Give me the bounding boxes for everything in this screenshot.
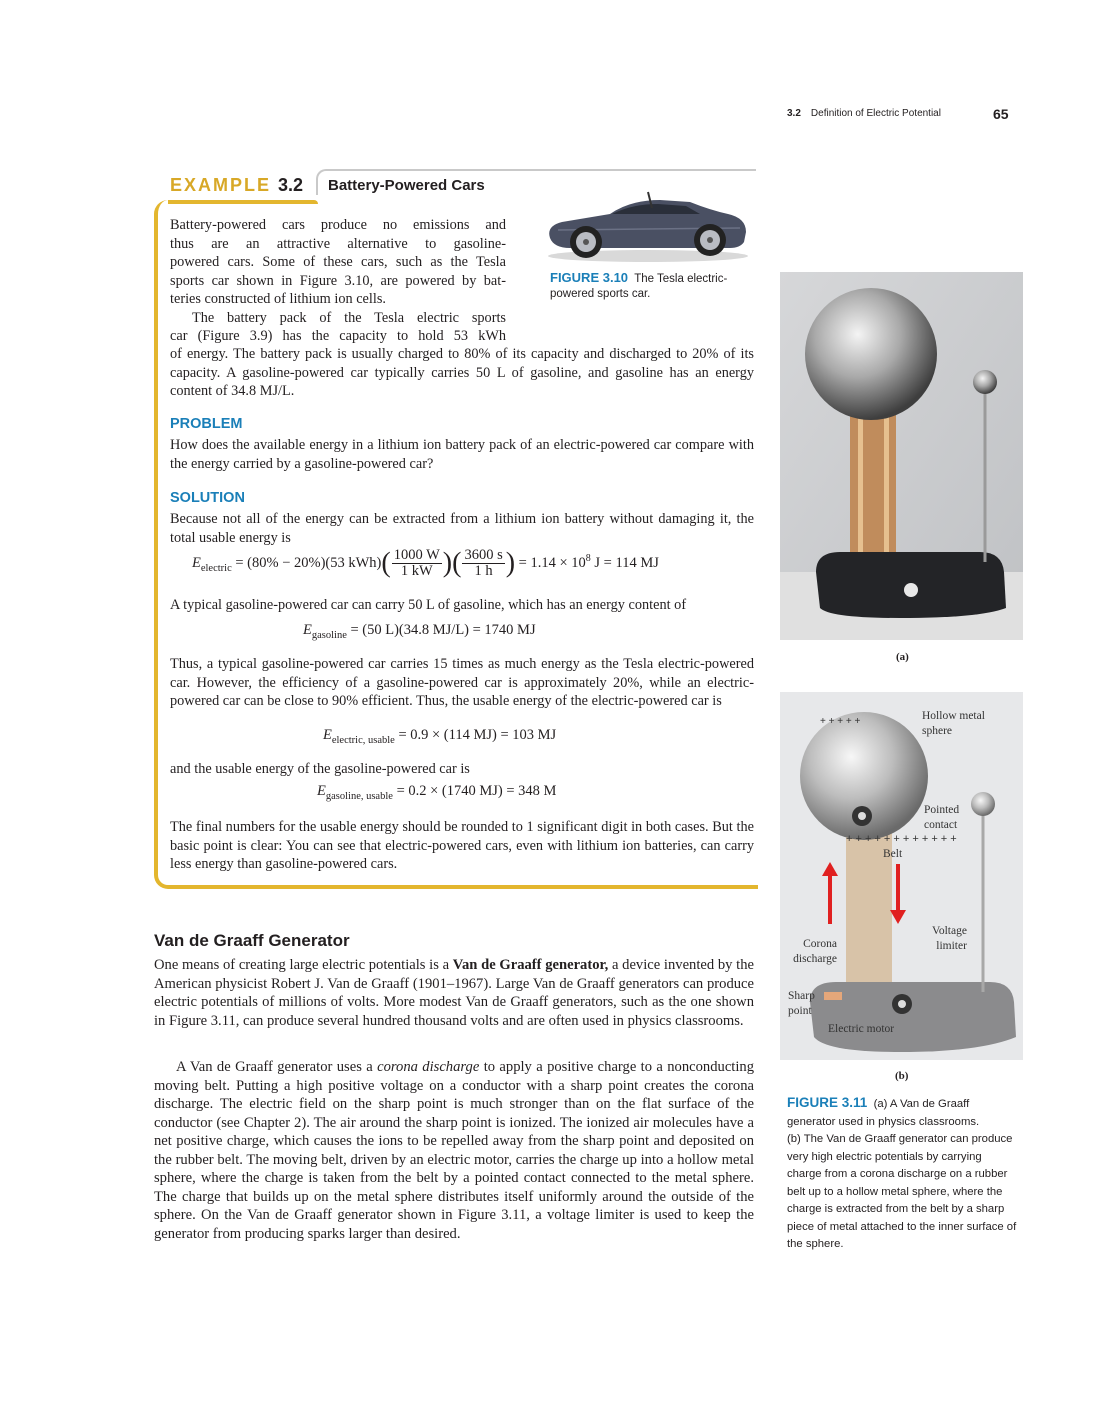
svg-text:+ + + + +: + + + + + <box>820 716 861 727</box>
figure-3-11-number: FIGURE 3.11 <box>787 1095 868 1110</box>
para2-italic: corona discharge <box>377 1059 480 1075</box>
eq2-lhs: E <box>303 622 312 638</box>
figure-3-10-caption-line: The Tesla electric- <box>634 273 728 285</box>
eq4-lhs: E <box>317 783 326 799</box>
van-de-graaff-photo-a <box>780 272 1023 640</box>
label-corona-discharge <box>783 937 837 967</box>
figure-3-11-caption <box>787 1094 1017 1254</box>
label-pointed-line: contact <box>924 819 958 831</box>
eq2-rhs: = (50 L)(34.8 MJ/L) = 1740 MJ <box>350 622 536 638</box>
equation-gasoline-energy <box>303 622 536 641</box>
solution-text-4: and the usable energy of the gasoline-powered car is <box>170 761 470 777</box>
equation-electric-usable <box>323 727 556 746</box>
intro-line: Battery-powered cars produce no emissions and <box>170 217 506 233</box>
label-corona-line: Corona <box>803 938 837 950</box>
figure-3-10-caption-line: powered sports car. <box>550 288 651 300</box>
section-number: 3.2 <box>787 108 801 119</box>
eq1-lhs: E <box>192 554 201 571</box>
eq1-frac1-num: 1000 W <box>393 547 440 563</box>
figure-3-10-caption <box>550 270 750 302</box>
svg-text:+ + + + + + + + + + + +: + + + + + + + + + + + + <box>846 833 957 845</box>
problem-text: How does the available energy in a lithium ion battery pack of an electric-powered car compare with the energy carried by a gasoline-powered car? <box>170 437 754 472</box>
example-label <box>170 175 303 196</box>
label-sharp-line: Sharp <box>788 990 815 1002</box>
intro-line: teries constructed of lithium ion cells. <box>170 291 386 307</box>
eq1-lhs-sub: electric <box>200 562 232 574</box>
example-word: EXAMPLE <box>170 175 272 195</box>
eq3-rhs: = 0.9 × (114 MJ) = 103 MJ <box>398 727 557 743</box>
label-electric-motor: Electric motor <box>828 1023 895 1035</box>
eq4-rhs: = 0.2 × (1740 MJ) = 348 M <box>396 783 557 799</box>
label-corona-line: discharge <box>793 953 837 965</box>
eq1-rhs: = 1.14 × 10 <box>518 554 586 571</box>
label-voltage-line: Voltage <box>932 925 967 937</box>
example-title: Battery-Powered Cars <box>328 177 485 194</box>
intro-line: sports car shown in Figure 3.10, are powered by bat- <box>170 272 506 289</box>
eq3-lhs-sub: electric, usable <box>331 735 395 746</box>
solution-text-5: The final numbers for the usable energy should be rounded to 1 significant digit in both cases. But the basic point is clear: You can see that electric-powered cars, even with lithium ion batteries, can carry less energy than gasoline-powered cars. <box>170 819 754 872</box>
eq3-lhs: E <box>323 727 332 743</box>
label-voltage-line: limiter <box>936 940 967 952</box>
solution-text-1: Because not all of the energy can be extracted from a lithium ion battery without damaging it, the total usable energy is <box>170 511 754 546</box>
para1-start: One means of creating large electric potentials is a <box>154 957 453 973</box>
equation-gasoline-usable <box>317 783 556 802</box>
panel-a-label: (a) <box>896 651 909 663</box>
tesla-car-image <box>540 182 754 264</box>
figure-3-11-caption-b: (b) The Van de Graaff generator can produce very high electric potentials by carrying charge from a corona discharge on a rubber belt up to a hollow metal sphere, where the charge is extracted from the belt by a sharp piece of metal attached to the inner surface of the sphere. <box>787 1133 1017 1250</box>
solution-text-3: Thus, a typical gasoline-powered car carries 15 times as much energy as the Tesla electric-powered car. However, the efficiency of a gasoline-powered car is approximately 20%, while an electric-powered car can be close to 90% efficient. Thus, the usable energy of the electric-powered car is <box>170 656 754 709</box>
eq1-part1: = (80% − 20%)(53 kWh) <box>235 554 382 571</box>
label-pointed-line: Pointed <box>924 804 960 816</box>
intro-line: thus are an attractive alternative to gasoline- <box>170 235 506 252</box>
example-intro <box>170 216 506 346</box>
eq1-rhs-exp: 8 <box>585 553 591 564</box>
section-paragraph-1 <box>154 956 754 1030</box>
eq1-frac2-num: 3600 s <box>464 547 503 563</box>
eq1-frac2-den: 1 h <box>474 563 493 579</box>
figure-3-11-caption-a: (a) A Van de Graaff generator used in physics classrooms. <box>787 1098 980 1128</box>
example-number: 3.2 <box>278 175 304 195</box>
intro-line: powered cars. Some of these cars, such as the Tesla <box>170 254 506 270</box>
solution-text-2: A typical gasoline-powered car can carry 50 L of gasoline, which has an energy content of <box>170 597 687 613</box>
problem-heading: PROBLEM <box>170 416 243 432</box>
para2-start: A Van de Graaff generator uses a <box>176 1059 378 1075</box>
para2-end: to apply a positive charge to a nonconducting moving belt. Putting a high positive voltage on a conductor with a sharp point creates the corona discharge. The electric field on the sharp point is much stronger than on the flat surface of the conductor (see Chapter 2). The air around the sharp point is ionized. The ionized air molecules have a net positive charge, which causes the ions to be repelled away from the sharp point and deposited on the rubber belt. The moving belt, driven by an electric motor, carries the charge up into a hollow metal sphere, where the charge is taken from the belt by a pointed contact connected to the metal sphere. The charge that builds up on the metal sphere distributes itself uniformly around the outside of the sphere. On the Van de Graaff generator shown in Figure 3.11, a voltage limiter is used to keep the generator from producing sparks larger than desired. <box>154 1059 754 1242</box>
section-paragraph-2 <box>154 1058 754 1243</box>
section-title-van-de-graaff: Van de Graaff Generator <box>154 931 350 950</box>
page-number: 65 <box>993 106 1009 122</box>
section-title: Definition of Electric Potential <box>810 108 941 119</box>
eq1-frac1-den: 1 kW <box>400 563 433 579</box>
van-de-graaff-diagram-b <box>780 692 1023 1060</box>
figure-3-10-number: FIGURE 3.10 <box>550 270 629 285</box>
label-pointed-contact <box>924 803 959 833</box>
example-box-topline <box>168 200 318 204</box>
eq2-lhs-sub: gasoline <box>311 630 347 641</box>
running-head <box>787 108 941 119</box>
example-intro-continued: of energy. The battery pack is usually charged to 80% of its capacity and discharged to 20% of its capacity. A gasoline-powered car typically carries 50 L of gasoline, and gasoline has an energy content of 34.8 MJ/L. <box>170 346 754 399</box>
equation-electric-energy: $E_{electric} = (80\% - 20\%)(53$ kWh)( $\frac{1000 W}{1 kW}$ )( $\frac{3600 s}{1 h}$ ) = $1.14 \times 10^8$ J = 114 MJ <box>192 547 659 579</box>
intro-line: The battery pack of the Tesla electric sports <box>192 309 506 326</box>
label-voltage-limiter <box>932 924 967 954</box>
para1-end: a device invented by the American physicist Robert J. Van de Graaff (1901–1967). Large Van de Graaff generators can produce electric potentials of millions of volts. More modest Van de Graaff generators, such as the one shown in Figure 3.11, can produce several hundred thousand volts and are often used in physics classrooms. <box>154 957 754 1029</box>
eq1-rhs-tail: J = 114 MJ <box>594 554 659 571</box>
label-belt: Belt <box>883 848 903 860</box>
intro-line: car (Figure 3.9) has the capacity to hold 53 kWh <box>170 328 506 344</box>
solution-heading: SOLUTION <box>170 490 245 506</box>
label-hollow-line: Hollow metal <box>922 710 985 722</box>
label-sharp-line: point <box>788 1005 812 1017</box>
label-sharp-point <box>788 989 815 1019</box>
eq4-lhs-sub: gasoline, usable <box>325 791 393 802</box>
para1-bold: Van de Graaff generator, <box>452 957 609 973</box>
label-hollow-line: sphere <box>922 725 953 737</box>
label-hollow-metal-sphere <box>922 709 985 739</box>
panel-b-label: (b) <box>895 1070 909 1082</box>
